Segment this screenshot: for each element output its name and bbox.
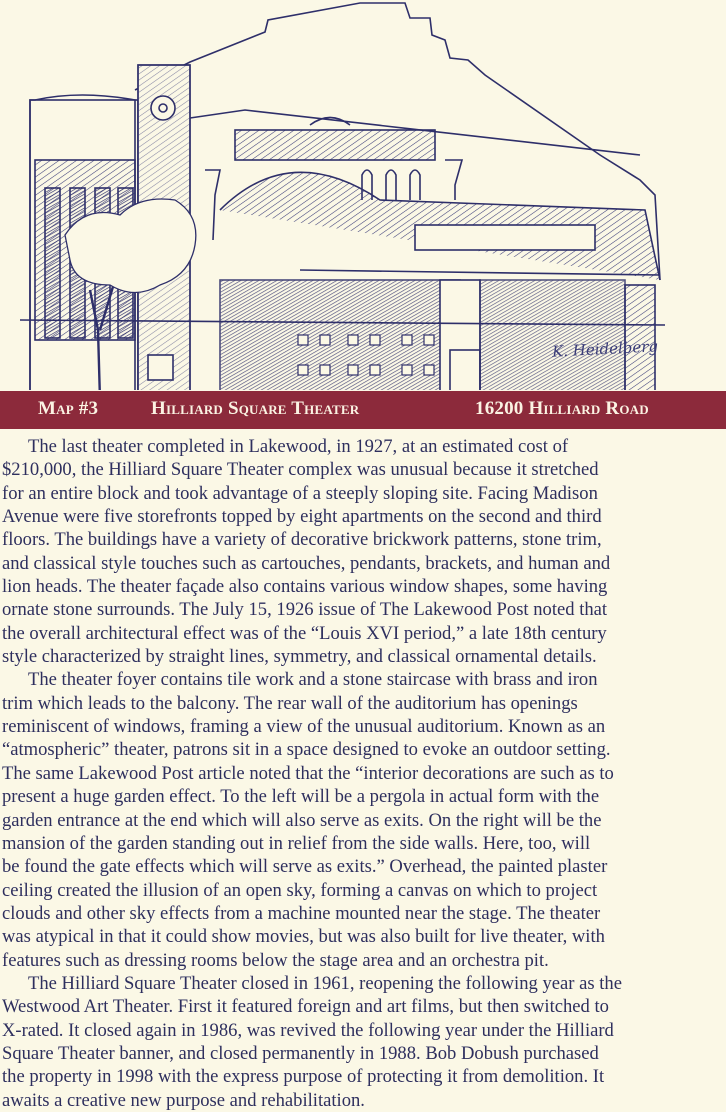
text-line: garden entrance at the end which will also serve as exits. On the right will be the	[2, 809, 602, 831]
text-line: present a huge garden effect. To the left will be a pergola in actual form with the	[2, 786, 600, 808]
text-line: mansion of the garden standing out in relief from the side walls. Here, too, will	[2, 832, 591, 854]
text-line: lion heads. The theater façade also contains various window shapes, some having	[2, 576, 608, 598]
text-line: ornate stone surrounds. The July 15, 1926 issue of The Lakewood Post noted that	[2, 599, 608, 621]
text-line: X-rated. It closed again in 1986, was revived the following year under the Hilliard	[2, 1019, 614, 1041]
text-line: trim which leads to the balcony. The rear wall of the auditorium has openings	[2, 692, 578, 714]
text-line: was atypical in that it could show movies, but was also built for live theater, with	[2, 926, 605, 948]
map-entry-banner	[0, 391, 726, 429]
text-line: Square Theater banner, and closed permanently in 1988. Bob Dobush purchased	[2, 1042, 599, 1064]
text-line: for an entire block and took advantage of a steeply sloping site. Facing Madison	[2, 482, 598, 504]
artist-signature: K. Heidelberg	[551, 337, 659, 361]
text-line: the property in 1998 with the express purpose of protecting it from demolition. It	[2, 1066, 605, 1088]
text-line: clouds and other sky effects from a machine mounted near the stage. The theater	[2, 902, 601, 924]
text-line: The Hilliard Square Theater closed in 1961, reopening the following year as the	[28, 972, 622, 994]
paragraph-history	[2, 435, 724, 668]
text-line: floors. The buildings have a variety of decorative brickwork patterns, stone trim,	[2, 529, 602, 551]
text-line: reminiscent of windows, framing a view of the unusual auditorium. Known as an	[2, 716, 606, 738]
text-line: the overall architectural effect was of the “Louis XVI period,” a late 18th century	[2, 622, 607, 644]
map-number-label: Map #3	[38, 398, 99, 419]
theater-sketch-illustration	[0, 0, 726, 390]
text-line: and classical style touches such as cartouches, pendants, brackets, and human and	[2, 552, 611, 574]
text-line: Westwood Art Theater. First it featured foreign and art films, but then switched to	[2, 996, 609, 1018]
text-line: be found the gate effects which will serve as exits.” Overhead, the painted plaster	[2, 856, 608, 878]
theater-name-title: Hilliard Square Theater	[151, 398, 360, 419]
theater-facade-drawing	[0, 0, 726, 390]
text-line: ceiling created the illusion of an open sky, forming a canvas on which to project	[2, 879, 598, 901]
paragraph-closure	[2, 972, 724, 1112]
text-line: “atmospheric” theater, patrons sit in a space designed to evoke an outdoor setting.	[2, 739, 611, 761]
text-line: awaits a creative new purpose and rehabilitation.	[2, 1089, 365, 1111]
text-line: style characterized by straight lines, symmetry, and classical ornamental details.	[2, 646, 597, 668]
paragraph-interior	[2, 668, 724, 971]
text-line: Avenue were five storefronts topped by eight apartments on the second and third	[2, 506, 602, 528]
theater-address: 16200 Hilliard Road	[475, 398, 649, 419]
article-body	[2, 435, 724, 1112]
text-line: The same Lakewood Post article noted that the “interior decorations are such as to	[2, 762, 614, 784]
text-line: The theater foyer contains tile work and a stone staircase with brass and iron	[28, 669, 598, 691]
text-line: $210,000, the Hilliard Square Theater complex was unusual because it stretched	[2, 459, 599, 481]
text-line: features such as dressing rooms below the stage area and an orchestra pit.	[2, 949, 549, 971]
text-line: The last theater completed in Lakewood, in 1927, at an estimated cost of	[28, 436, 569, 457]
